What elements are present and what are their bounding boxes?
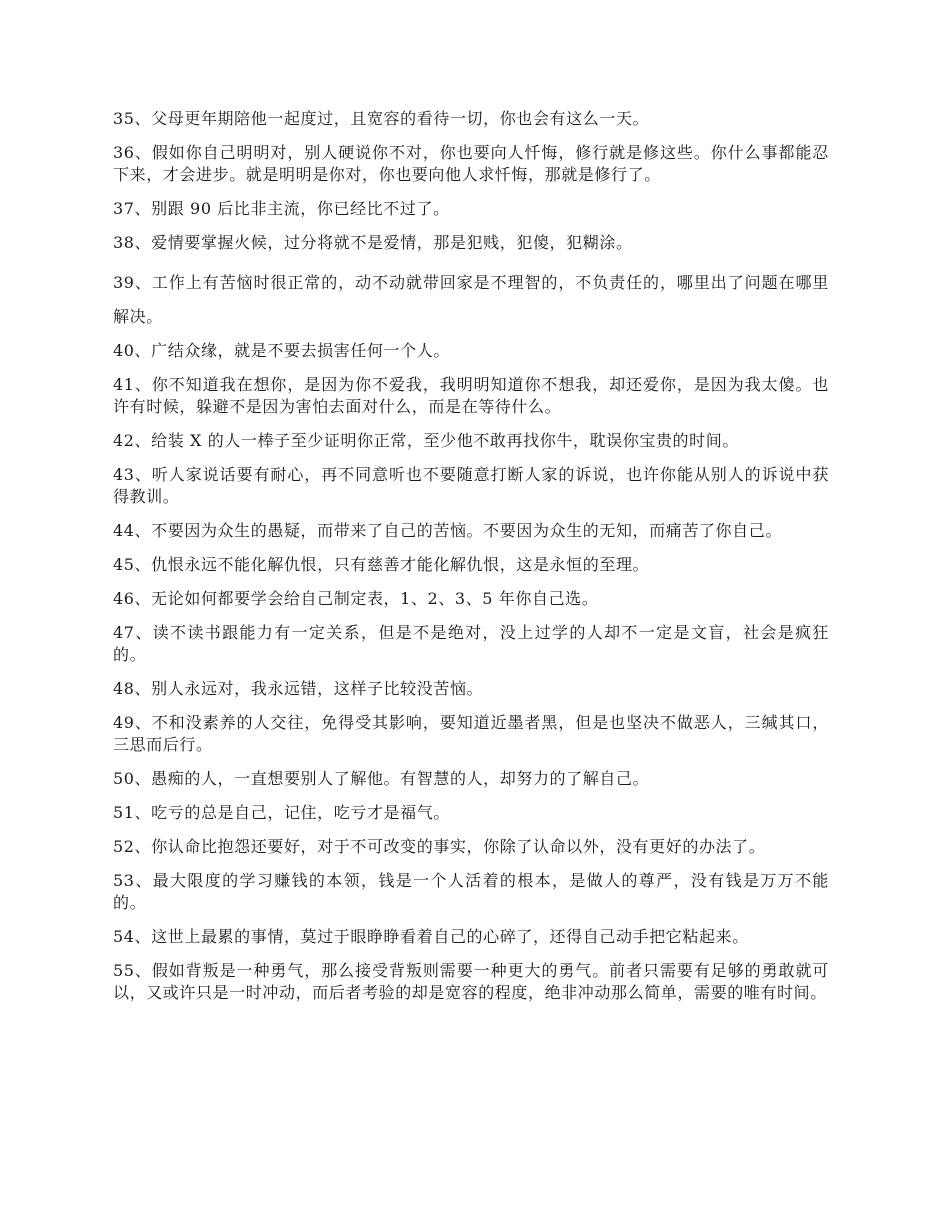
paragraph-43: 43、听人家说话要有耐心，再不同意听也不要随意打断人家的诉说，也许你能从别人的诉说中获得教训。 bbox=[113, 465, 829, 506]
paragraph-40: 40、广结众缘，就是不要去损害任何一个人。 bbox=[113, 341, 450, 360]
paragraph-54: 54、这世上最累的事情，莫过于眼睁睁看着自己的心碎了，还得自己动手把它粘起来。 bbox=[113, 927, 749, 946]
paragraph-47: 47、读不读书跟能力有一定关系，但是不是绝对，没上过学的人却不一定是文盲，社会是疯狂的。 bbox=[113, 623, 829, 664]
paragraph-50: 50、愚痴的人，一直想要别人了解他。有智慧的人，却努力的了解自己。 bbox=[113, 769, 650, 788]
paragraph-38: 38、爱情要掌握火候，过分将就不是爱情，那是犯贱，犯傻，犯糊涂。 bbox=[113, 233, 633, 252]
paragraph-44: 44、不要因为众生的愚疑，而带来了自己的苦恼。不要因为众生的无知，而痛苦了你自己。 bbox=[113, 521, 782, 540]
paragraph-53: 53、最大限度的学习赚钱的本领，钱是一个人活着的根本，是做人的尊严，没有钱是万万不能的。 bbox=[113, 871, 829, 912]
paragraph-51: 51、吃亏的总是自己，记住，吃亏才是福气。 bbox=[113, 803, 450, 822]
paragraph-55: 55、假如背叛是一种勇气，那么接受背叛则需要一种更大的勇气。前者只需要有足够的勇敢就可以，又或许只是一时冲动，而后者考验的却是宽容的程度，绝非冲动那么简单，需要的唯有时间。 bbox=[113, 961, 829, 1002]
paragraph-37: 37、别跟 90 后比非主流，你已经比不过了。 bbox=[113, 199, 450, 218]
paragraph-49: 49、不和没素养的人交往，免得受其影响，要知道近墨者黑，但是也坚决不做恶人，三缄其口，三思而后行。 bbox=[113, 713, 829, 754]
paragraph-36: 36、假如你自己明明对，别人硬说你不对，你也要向人忏悔，修行就是修这些。你什么事都能忍下来，才会进步。就是明明是你对，你也要向他人求忏悔，那就是修行了。 bbox=[113, 143, 829, 184]
paragraph-42: 42、给装 X 的人一棒子至少证明你正常，至少他不敢再找你牛，耽误你宝贵的时间。 bbox=[113, 431, 739, 450]
paragraph-41: 41、你不知道我在想你，是因为你不爱我，我明明知道你不想我，却还爱你，是因为我太傻。也许有时候，躲避不是因为害怕去面对什么，而是在等待什么。 bbox=[113, 375, 829, 416]
paragraph-35: 35、父母更年期陪他一起度过，且宽容的看待一切，你也会有这么一天。 bbox=[113, 109, 650, 128]
paragraph-39: 39、工作上有苦恼时很正常的，动不动就带回家是不理智的，不负责任的，哪里出了问题在哪里解决。 bbox=[113, 273, 829, 326]
paragraph-52: 52、你认命比抱怨还要好，对于不可改变的事实，你除了认命以外，没有更好的办法了。 bbox=[113, 837, 766, 856]
paragraph-46: 46、无论如何都要学会给自己制定表，1、2、3、5 年你自己选。 bbox=[113, 589, 599, 608]
paragraph-48: 48、别人永远对，我永远错，这样子比较没苦恼。 bbox=[113, 679, 484, 698]
paragraph-45: 45、仇恨永远不能化解仇恨，只有慈善才能化解仇恨，这是永恒的至理。 bbox=[113, 555, 650, 574]
document-body bbox=[113, 108, 829, 1016]
